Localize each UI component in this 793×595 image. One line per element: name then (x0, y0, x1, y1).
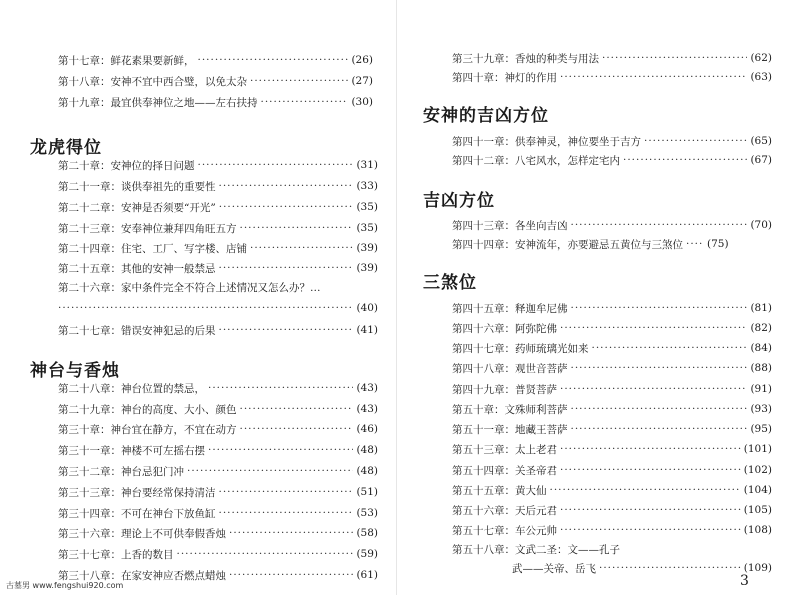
toc-entry-title: 第五十六章：天后元君 (452, 504, 557, 517)
toc-entry-title-multiline[interactable]: 第五十八章：文武二圣：文——孔子 (452, 543, 620, 556)
toc-entry[interactable] (58, 322, 378, 338)
section-heading: 神台与香烛 (30, 361, 120, 381)
toc-entry-title: 第十九章：最宜供奉神位之地——左右扶持 (58, 96, 258, 109)
toc-entry-page: (65) (750, 135, 772, 147)
toc-entry-page: (82) (750, 322, 772, 334)
toc-entry-page: (104) (743, 484, 772, 496)
dot-leader (250, 242, 353, 254)
toc-entry[interactable] (58, 463, 378, 479)
toc-entry-page: (53) (356, 507, 378, 519)
toc-entry-title: 第四十八章：观世音菩萨 (452, 362, 568, 375)
dot-leader (187, 465, 353, 477)
toc-entry-title: 第二十一章：谈供奉祖先的重要性 (58, 180, 216, 193)
toc-entry[interactable] (452, 50, 772, 66)
dot-leader (208, 382, 353, 394)
toc-entry-page: (70) (750, 219, 772, 231)
dot-leader (686, 238, 704, 250)
toc-entry-page: (43) (356, 403, 378, 415)
toc-entry[interactable] (58, 525, 378, 541)
toc-entry[interactable] (452, 401, 772, 417)
toc-entry-page: (48) (356, 465, 378, 477)
toc-entry-page: (63) (750, 71, 772, 83)
toc-entry-page: (102) (743, 464, 772, 476)
toc-entry[interactable] (58, 380, 378, 396)
toc-entry[interactable] (58, 505, 378, 521)
toc-entry[interactable] (452, 300, 772, 316)
toc-entry-page: (58) (356, 527, 378, 539)
dot-leader (560, 71, 747, 83)
toc-entry[interactable] (452, 236, 772, 252)
toc-entry[interactable] (58, 401, 378, 417)
toc-entry-page: (39) (356, 262, 378, 274)
page-gutter (396, 0, 397, 595)
toc-entry[interactable] (58, 199, 378, 215)
toc-entry-title: 第四十九章：普贤菩萨 (452, 383, 557, 396)
toc-entry[interactable] (58, 157, 378, 173)
toc-entry-title: 第四十五章：释迦牟尼佛 (452, 302, 568, 315)
dot-leader (560, 322, 747, 334)
toc-entry-page: (93) (750, 403, 772, 415)
dot-leader (592, 342, 748, 354)
dot-leader (560, 464, 741, 476)
toc-entry-title: 第二十五章：其他的安神一般禁忌 (58, 262, 216, 275)
toc-entry-title: 第十七章：鲜花素果要新鲜， (58, 54, 195, 67)
toc-entry-page: (48) (356, 444, 378, 456)
dot-leader (599, 562, 741, 574)
page-number: 3 (740, 573, 749, 589)
dot-leader (219, 324, 354, 336)
dot-leader (198, 159, 354, 171)
toc-entry-title: 第四十二章：八宅风水，怎样定宅内 (452, 154, 620, 167)
dot-leader (229, 569, 353, 581)
dot-leader (58, 302, 353, 314)
toc-entry[interactable] (58, 546, 378, 562)
toc-entry-page: (62) (750, 52, 772, 64)
toc-entry-title: 第三十章：神台宜在静方，不宜在动方 (58, 423, 237, 436)
toc-entry-page: (51) (356, 486, 378, 498)
toc-entry-title: 第二十九章：神台的高度、大小、颜色 (58, 403, 237, 416)
toc-entry-page: (109) (743, 562, 772, 574)
toc-entry[interactable] (58, 484, 378, 500)
toc-entry-page: (40) (356, 302, 378, 314)
toc-entry[interactable] (452, 462, 772, 478)
toc-entry[interactable] (452, 217, 772, 233)
watermark-text: 古墓男 www.fengshui920.com (6, 581, 124, 590)
toc-entry-title: 武——关帝、岳飞 (512, 562, 596, 575)
toc-entry-title: 第三十六章：理论上不可供奉假香烛 (58, 527, 226, 540)
toc-entry[interactable] (452, 133, 772, 149)
toc-entry-title: 第二十四章：住宅、工厂、写字楼、店铺 (58, 242, 247, 255)
toc-entry-title: 第四十六章：阿弥陀佛 (452, 322, 557, 335)
toc-entry[interactable] (452, 340, 772, 356)
toc-entry-page: (75) (707, 238, 729, 250)
toc-entry-page: (30) (351, 96, 373, 108)
toc-entry[interactable] (58, 52, 373, 68)
dot-leader (602, 52, 747, 64)
dot-leader (560, 504, 741, 516)
section-heading: 吉凶方位 (423, 191, 495, 211)
toc-entry-page: (91) (750, 383, 772, 395)
toc-entry[interactable] (58, 94, 373, 110)
toc-entry-title: 第十八章：安神不宜中西合璧，以免太杂 (58, 75, 247, 88)
dot-leader (240, 222, 354, 234)
toc-entry-title: 第二十八章：神台位置的禁忌， (58, 382, 205, 395)
toc-entry-page: (88) (750, 362, 772, 374)
toc-entry[interactable] (452, 381, 772, 397)
dot-leader (550, 484, 741, 496)
toc-entry-page: (43) (356, 382, 378, 394)
toc-entry[interactable] (452, 482, 772, 498)
dot-leader (571, 403, 748, 415)
toc-entry-title: 第四十三章：各坐向吉凶 (452, 219, 568, 232)
dot-leader (644, 135, 747, 147)
toc-entry-title: 第五十一章：地藏王菩萨 (452, 423, 568, 436)
toc-entry[interactable] (452, 360, 772, 376)
toc-entry-title: 第五十三章：太上老君 (452, 443, 557, 456)
dot-leader (261, 96, 349, 108)
toc-entry-title: 第二十三章：安奉神位兼拜四角旺五方 (58, 222, 237, 235)
toc-entry-title: 第三十一章：神楼不可左摇右摆 (58, 444, 205, 457)
toc-entry-continuation[interactable] (512, 560, 772, 576)
toc-entry-page: (35) (356, 222, 378, 234)
toc-entry-page: (59) (356, 548, 378, 560)
dot-leader (560, 443, 741, 455)
dot-leader (219, 507, 354, 519)
toc-entry-title: 第三十九章：香烛的种类与用法 (452, 52, 599, 65)
toc-entry-page: (105) (743, 504, 772, 516)
dot-leader (571, 423, 748, 435)
dot-leader (240, 423, 354, 435)
section-heading: 三煞位 (423, 273, 477, 293)
toc-entry-continuation[interactable] (58, 300, 378, 316)
toc-entry-title: 第二十二章：安神是否须要“开光” (58, 201, 216, 214)
toc-entry-page: (35) (356, 201, 378, 213)
toc-entry-page: (26) (351, 54, 373, 66)
toc-entry-page: (31) (356, 159, 378, 171)
toc-entry[interactable] (58, 240, 378, 256)
toc-entry[interactable] (452, 421, 772, 437)
dot-leader (219, 486, 354, 498)
toc-entry[interactable] (58, 178, 378, 194)
dot-leader (571, 302, 748, 314)
dot-leader (208, 444, 353, 456)
dot-leader (560, 524, 741, 536)
toc-entry-title: 第五十四章：关圣帝君 (452, 464, 557, 477)
toc-entry-page: (61) (356, 569, 378, 581)
dot-leader (571, 219, 748, 231)
toc-entry-title: 第三十三章：神台要经常保持清洁 (58, 486, 216, 499)
dot-leader (219, 180, 354, 192)
toc-entry-title: 第三十四章：不可在神台下放鱼缸 (58, 507, 216, 520)
dot-leader (240, 403, 354, 415)
dot-leader (571, 362, 748, 374)
toc-entry[interactable] (58, 73, 373, 89)
toc-entry-title: 第四十七章：药师琉璃光如来 (452, 342, 589, 355)
toc-entry-page: (27) (351, 75, 373, 87)
toc-entry-page: (101) (743, 443, 772, 455)
dot-leader (560, 383, 747, 395)
toc-entry-title: 第二十章：安神位的择日问题 (58, 159, 195, 172)
dot-leader (177, 548, 354, 560)
toc-entry-title: 第四十章：神灯的作用 (452, 71, 557, 84)
toc-entry-title: 第二十七章：错误安神犯忌的后果 (58, 324, 216, 337)
toc-entry-page: (108) (743, 524, 772, 536)
dot-leader (250, 75, 348, 87)
toc-entry[interactable] (452, 441, 772, 457)
toc-entry[interactable] (58, 220, 378, 236)
toc-entry[interactable] (58, 260, 378, 276)
section-heading: 安神的吉凶方位 (423, 106, 549, 126)
toc-entry-title-multiline[interactable]: 第二十六章：家中条件完全不符合上述情况又怎么办？… (58, 281, 321, 294)
toc-entry[interactable] (452, 522, 772, 538)
dot-leader (229, 527, 353, 539)
dot-leader (219, 201, 354, 213)
toc-entry-page: (81) (750, 302, 772, 314)
toc-entry-page: (41) (356, 324, 378, 336)
toc-entry-page: (95) (750, 423, 772, 435)
toc-entry[interactable] (452, 152, 772, 168)
toc-entry[interactable] (452, 320, 772, 336)
dot-leader (219, 262, 354, 274)
toc-entry-page: (46) (356, 423, 378, 435)
toc-entry-title: 第四十四章：安神流年，亦要避忌五黄位与三煞位 (452, 238, 683, 251)
dot-leader (198, 54, 349, 66)
toc-entry-title: 第三十八章：在家安神应否燃点蜡烛 (58, 569, 226, 582)
toc-entry-title: 第四十一章：供奉神灵，神位要坐于吉方 (452, 135, 641, 148)
toc-entry-page: (39) (356, 242, 378, 254)
toc-entry-title: 第五十七章：车公元帅 (452, 524, 557, 537)
toc-entry-title: 第五十章：文殊师利菩萨 (452, 403, 568, 416)
toc-entry[interactable] (452, 502, 772, 518)
toc-entry[interactable] (58, 421, 378, 437)
toc-entry-title: 第三十二章：神台忌犯门冲 (58, 465, 184, 478)
section-heading: 龙虎得位 (30, 138, 102, 158)
toc-entry-page: (67) (750, 154, 772, 166)
toc-entry-page: (84) (750, 342, 772, 354)
dot-leader (623, 154, 747, 166)
toc-entry[interactable] (452, 69, 772, 85)
toc-entry-title: 第五十五章：黄大仙 (452, 484, 547, 497)
toc-entry-title: 第三十七章：上香的数目 (58, 548, 174, 561)
toc-entry[interactable] (58, 442, 378, 458)
toc-entry-page: (33) (356, 180, 378, 192)
